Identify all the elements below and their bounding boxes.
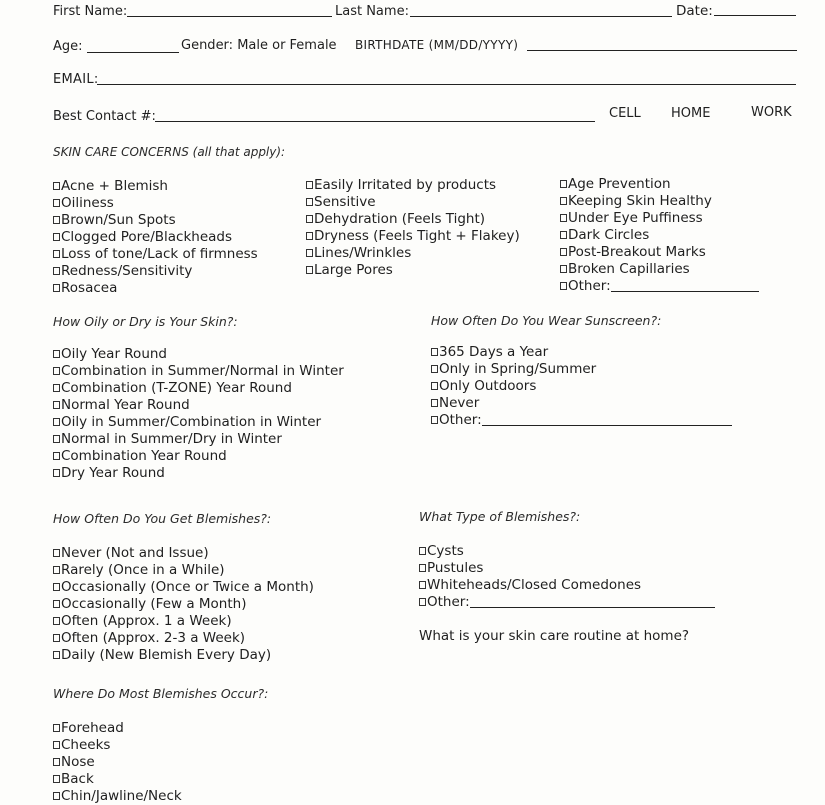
checkbox[interactable] [431,365,438,373]
date-field[interactable] [714,15,796,16]
checkbox[interactable] [419,598,426,606]
concern-option[interactable]: Redness/Sensitivity [53,263,258,280]
first-name-label: First Name: [53,4,128,19]
skin-type-heading: How Oily or Dry is Your Skin?: [53,314,238,329]
age-field[interactable] [87,52,179,53]
checkbox[interactable] [53,367,60,375]
gender-label: Gender: Male or Female [181,38,337,53]
home-option[interactable]: HOME [671,106,711,121]
checkbox[interactable] [560,282,567,290]
birthdate-field[interactable] [527,50,797,51]
blemish-type-options [419,543,715,611]
age-label: Age: [53,39,83,54]
cell-option[interactable]: CELL [609,106,641,121]
date-label: Date: [676,3,713,19]
blemish-location-option[interactable]: Chin/Jawline/Neck [53,788,182,805]
blemish-frequency-option[interactable]: Often (Approx. 1 a Week) [53,613,314,630]
other-sunscreen-field[interactable] [482,414,732,426]
skin-type-option[interactable]: Oily Year Round [53,346,344,363]
skin-type-option[interactable]: Dry Year Round [53,465,344,482]
concerns-column-3 [560,176,759,295]
checkbox[interactable] [53,600,60,608]
concern-option[interactable]: Brown/Sun Spots [53,212,258,229]
checkbox[interactable] [431,382,438,390]
concern-option[interactable]: Age Prevention [560,176,759,193]
checkbox[interactable] [53,418,60,426]
checkbox[interactable] [53,741,60,749]
blemish-frequency-option[interactable]: Occasionally (Once or Twice a Month) [53,579,314,596]
routine-question: What is your skin care routine at home? [419,628,690,644]
checkbox[interactable] [306,181,313,189]
checkbox[interactable] [419,581,426,589]
checkbox[interactable] [53,758,60,766]
sunscreen-option[interactable]: Only in Spring/Summer [431,361,732,378]
concern-option[interactable]: Dryness (Feels Tight + Flakey) [306,228,520,245]
checkbox[interactable] [53,651,60,659]
checkbox[interactable] [419,547,426,555]
contact-label: Best Contact #: [53,109,156,124]
last-name-field[interactable] [410,16,672,17]
concern-option[interactable]: Under Eye Puffiness [560,210,759,227]
concerns-column-1 [53,178,258,297]
concern-option-other[interactable]: Other: [560,278,759,295]
checkbox[interactable] [560,231,567,239]
checkbox[interactable] [560,248,567,256]
sunscreen-option[interactable]: Never [431,395,732,412]
checkbox[interactable] [560,180,567,188]
checkbox[interactable] [53,182,60,190]
checkbox[interactable] [560,265,567,273]
checkbox[interactable] [306,266,313,274]
checkbox[interactable] [53,469,60,477]
first-name-field[interactable] [127,16,332,17]
checkbox[interactable] [419,564,426,572]
sunscreen-option-other[interactable]: Other: [431,412,732,429]
checkbox[interactable] [53,233,60,241]
email-label: EMAIL: [53,72,99,87]
skin-type-option[interactable]: Combination in Summer/Normal in Winter [53,363,344,380]
skin-type-option[interactable]: Oily in Summer/Combination in Winter [53,414,344,431]
checkbox[interactable] [53,617,60,625]
checkbox[interactable] [53,549,60,557]
skin-type-option[interactable]: Normal Year Round [53,397,344,414]
blemish-frequency-heading: How Often Do You Get Blemishes?: [53,511,272,526]
skin-type-options [53,346,344,482]
skin-type-option[interactable]: Normal in Summer/Dry in Winter [53,431,344,448]
skin-type-option[interactable]: Combination Year Round [53,448,344,465]
sunscreen-options [431,344,732,429]
checkbox[interactable] [53,775,60,783]
blemish-location-option[interactable]: Forehead [53,720,182,737]
checkbox[interactable] [53,435,60,443]
checkbox[interactable] [306,198,313,206]
checkbox[interactable] [306,215,313,223]
checkbox[interactable] [53,250,60,258]
blemish-location-options [53,720,182,805]
checkbox[interactable] [53,634,60,642]
checkbox[interactable] [560,197,567,205]
concern-option[interactable]: Rosacea [53,280,258,297]
work-option[interactable]: WORK [751,105,792,120]
blemish-location-option[interactable]: Nose [53,754,182,771]
checkbox[interactable] [53,452,60,460]
blemish-frequency-option[interactable]: Never (Not and Issue) [53,545,314,562]
concern-option[interactable]: Loss of tone/Lack of firmness [53,246,258,263]
concern-option[interactable]: Clogged Pore/Blackheads [53,229,258,246]
concern-option[interactable]: Easily Irritated by products [306,177,520,194]
checkbox[interactable] [306,249,313,257]
blemish-frequency-option[interactable]: Often (Approx. 2-3 a Week) [53,630,314,647]
blemish-location-heading: Where Do Most Blemishes Occur?: [53,686,269,701]
concern-option[interactable]: Large Pores [306,262,520,279]
skin-care-concerns-heading: SKIN CARE CONCERNS (all that apply): [53,145,286,159]
checkbox[interactable] [53,384,60,392]
concern-option[interactable]: Dehydration (Feels Tight) [306,211,520,228]
checkbox[interactable] [53,284,60,292]
checkbox[interactable] [431,399,438,407]
sunscreen-option[interactable]: 365 Days a Year [431,344,732,361]
checkbox[interactable] [431,348,438,356]
blemish-frequency-options [53,545,314,664]
blemish-frequency-option[interactable]: Rarely (Once in a While) [53,562,314,579]
concern-option[interactable]: Acne + Blemish [53,178,258,195]
checkbox[interactable] [53,566,60,574]
sunscreen-heading: How Often Do You Wear Sunscreen?: [431,313,662,328]
blemish-type-option-other[interactable]: Other: [419,594,715,611]
contact-field[interactable] [155,121,595,122]
blemish-type-option[interactable]: Pustules [419,560,715,577]
checkbox[interactable] [53,216,60,224]
blemish-frequency-option[interactable]: Occasionally (Few a Month) [53,596,314,613]
concerns-column-2 [306,177,520,279]
checkbox[interactable] [431,416,438,424]
email-field[interactable] [97,84,796,85]
blemish-type-option[interactable]: Cysts [419,543,715,560]
blemish-frequency-option[interactable]: Daily (New Blemish Every Day) [53,647,314,664]
checkbox[interactable] [53,267,60,275]
blemish-location-option[interactable]: Back [53,771,182,788]
last-name-label: Last Name: [335,4,409,19]
sunscreen-option[interactable]: Only Outdoors [431,378,732,395]
checkbox[interactable] [53,724,60,732]
checkbox[interactable] [53,792,60,800]
checkbox[interactable] [560,214,567,222]
concern-option[interactable]: Post-Breakout Marks [560,244,759,261]
birthdate-label: BIRTHDATE (MM/DD/YYYY) [355,38,519,52]
other-blemish-type-field[interactable] [470,596,715,608]
concern-option[interactable]: Dark Circles [560,227,759,244]
blemish-location-option[interactable]: Cheeks [53,737,182,754]
checkbox[interactable] [53,401,60,409]
blemish-type-heading: What Type of Blemishes?: [419,509,581,524]
concern-option[interactable]: Oiliness [53,195,258,212]
blemish-type-option[interactable]: Whiteheads/Closed Comedones [419,577,715,594]
skin-type-option[interactable]: Combination (T-ZONE) Year Round [53,380,344,397]
checkbox[interactable] [53,583,60,591]
checkbox[interactable] [306,232,313,240]
concern-option[interactable]: Lines/Wrinkles [306,245,520,262]
checkbox[interactable] [53,350,60,358]
concern-option[interactable]: Broken Capillaries [560,261,759,278]
other-concern-field[interactable] [611,280,759,292]
concern-option[interactable]: Sensitive [306,194,520,211]
concern-option[interactable]: Keeping Skin Healthy [560,193,759,210]
checkbox[interactable] [53,199,60,207]
